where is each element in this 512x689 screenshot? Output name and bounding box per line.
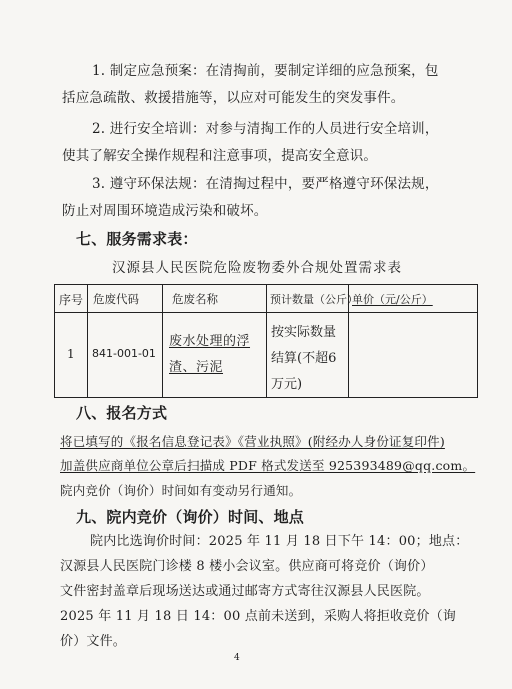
section-8-heading: 八、报名方式: [76, 404, 168, 422]
section-8-line-1: 将已填写的《报名信息登记表》《营业执照》(附经办人身份证复印件): [60, 434, 445, 449]
cell-row1-code: 841-001-01: [92, 347, 156, 360]
section-8-line-2: 加盖供应商单位公章后扫描成 PDF 格式发送至 925393489@qq.com。: [60, 458, 476, 473]
column-header-quantity: 预计数量（公斤）: [270, 293, 358, 306]
cell-row1-qty-line2: 结算(不超6: [271, 351, 337, 366]
page-number: 4: [234, 653, 240, 663]
column-header-price: 单价（元/公斤）: [352, 293, 433, 306]
section-9-line-2: 汉源县人民医院门诊楼 8 楼小会议室。供应商可将竞价（询价）: [60, 559, 434, 574]
para-2-line-1: 2. 进行安全培训：对参与清掏工作的人员进行安全培训，: [92, 121, 439, 137]
section-9-heading: 九、院内竞价（询价）时间、地点: [76, 508, 305, 526]
header-row-separator: [55, 312, 477, 313]
service-requirements-table: [54, 284, 478, 398]
para-1-line-1: 1. 制定应急预案：在清掏前，要制定详细的应急预案，包: [92, 63, 439, 79]
cell-row1-qty-line3: 万元): [271, 377, 303, 392]
column-header-name: 危废名称: [172, 292, 218, 306]
para-2-line-2: 使其了解安全操作规程和注意事项，提高安全意识。: [62, 148, 378, 164]
table-caption: 汉源县人民医院危险废物委外合规处置需求表: [112, 260, 402, 276]
column-header-code: 危废代码: [93, 292, 139, 306]
cell-row1-qty-line1: 按实际数量: [271, 325, 337, 340]
para-1-line-2: 括应急疏散、救援措施等，以应对可能发生的突发事件。: [62, 90, 405, 106]
section-9-line-4: 2025 年 11 月 18 日 14：00 点前未送到，采购人将拒收竞价（询: [60, 609, 456, 624]
column-header-no: 序号: [59, 293, 84, 307]
para-3-line-2: 防止对周围环境造成污染和破坏。: [62, 203, 268, 219]
section-7-heading: 七、服务需求表：: [76, 230, 198, 248]
section-9-line-1: 院内比选询价时间：2025 年 11 月 18 日下午 14：00；地点：: [90, 534, 469, 549]
section-8-line-3: 院内竞价（询价）时间如有变动另行通知。: [60, 483, 302, 498]
para-3-line-1: 3. 遵守环保法规：在清掏过程中，要严格遵守环保法规，: [92, 176, 439, 192]
section-9-line-5: 价）文件。: [60, 634, 127, 649]
cell-row1-name-line1: 废水处理的浮: [169, 334, 251, 349]
cell-row1-name-line2: 渣、污泥: [169, 360, 224, 375]
section-9-line-3: 文件密封盖章后现场送达或通过邮寄方式寄往汉源县人民医院。: [60, 584, 430, 599]
cell-row1-no: 1: [67, 347, 75, 361]
